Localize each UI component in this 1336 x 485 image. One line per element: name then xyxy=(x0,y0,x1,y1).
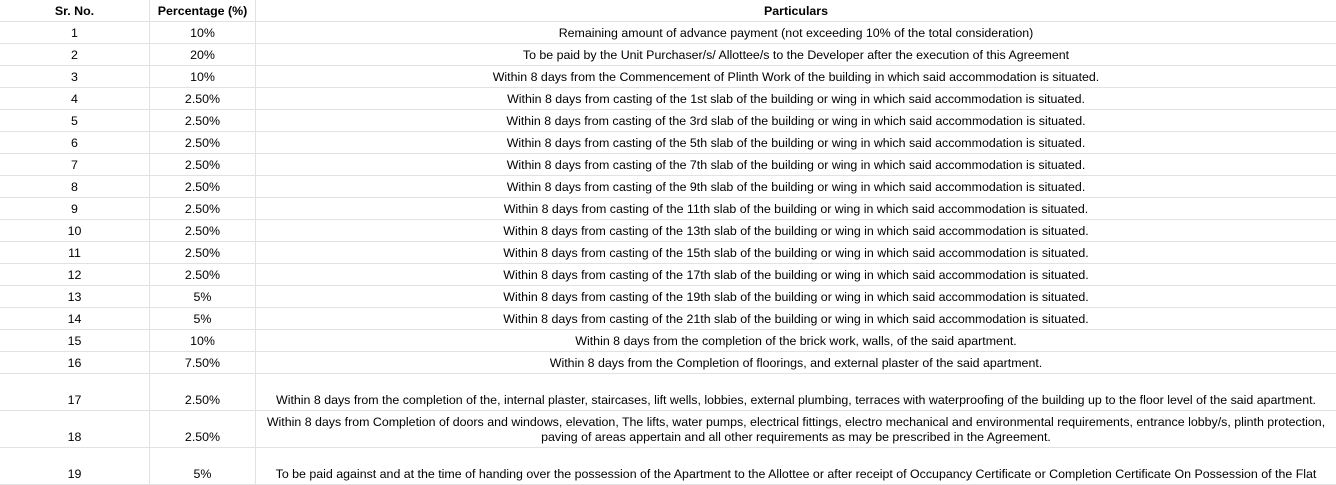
percentage-cell: 2.50% xyxy=(150,411,256,448)
header-sr-no: Sr. No. xyxy=(0,0,150,22)
table-row xyxy=(0,22,1336,44)
particulars-cell: Within 8 days from casting of the 5th slab of the building or wing in which said accommodation is situated. xyxy=(256,132,1336,154)
table-row xyxy=(0,308,1336,330)
sr-no-cell: 9 xyxy=(0,198,150,220)
particulars-cell: Within 8 days from the completion of the, internal plaster, staircases, lift wells, lobbies, external plumbing, terraces with waterproofing of the building up to the floor level of the said apartment. xyxy=(256,374,1336,411)
sr-no-cell: 10 xyxy=(0,220,150,242)
percentage-cell: 2.50% xyxy=(150,264,256,286)
sr-no-cell: 2 xyxy=(0,44,150,66)
table-row xyxy=(0,88,1336,110)
percentage-cell: 2.50% xyxy=(150,198,256,220)
sr-no-cell: 19 xyxy=(0,448,150,485)
particulars-cell: To be paid by the Unit Purchaser/s/ Allottee/s to the Developer after the execution of this Agreement xyxy=(256,44,1336,66)
percentage-cell: 2.50% xyxy=(150,132,256,154)
percentage-cell: 5% xyxy=(150,286,256,308)
percentage-cell: 2.50% xyxy=(150,176,256,198)
particulars-cell: Within 8 days from casting of the 1st slab of the building or wing in which said accommodation is situated. xyxy=(256,88,1336,110)
sr-no-cell: 5 xyxy=(0,110,150,132)
particulars-cell: Within 8 days from casting of the 9th slab of the building or wing in which said accommodation is situated. xyxy=(256,176,1336,198)
header-row xyxy=(0,0,1336,22)
particulars-cell: Within 8 days from casting of the 7th slab of the building or wing in which said accommodation is situated. xyxy=(256,154,1336,176)
table-row xyxy=(0,352,1336,374)
percentage-cell: 5% xyxy=(150,308,256,330)
sr-no-cell: 6 xyxy=(0,132,150,154)
table-row xyxy=(0,44,1336,66)
sr-no-cell: 4 xyxy=(0,88,150,110)
sr-no-cell: 18 xyxy=(0,411,150,448)
table-row xyxy=(0,242,1336,264)
particulars-cell: Within 8 days from casting of the 15th slab of the building or wing in which said accommodation is situated. xyxy=(256,242,1336,264)
percentage-cell: 5% xyxy=(150,448,256,485)
sr-no-cell: 15 xyxy=(0,330,150,352)
percentage-cell: 7.50% xyxy=(150,352,256,374)
particulars-cell: Remaining amount of advance payment (not exceeding 10% of the total consideration) xyxy=(256,22,1336,44)
particulars-cell: Within 8 days from casting of the 11th slab of the building or wing in which said accommodation is situated. xyxy=(256,198,1336,220)
header-particulars: Particulars xyxy=(256,0,1336,22)
sr-no-cell: 13 xyxy=(0,286,150,308)
table-row xyxy=(0,66,1336,88)
percentage-cell: 2.50% xyxy=(150,242,256,264)
sr-no-cell: 12 xyxy=(0,264,150,286)
particulars-cell: Within 8 days from casting of the 21th slab of the building or wing in which said accommodation is situated. xyxy=(256,308,1336,330)
table-row xyxy=(0,264,1336,286)
percentage-cell: 10% xyxy=(150,330,256,352)
particulars-cell: Within 8 days from casting of the 3rd slab of the building or wing in which said accommodation is situated. xyxy=(256,110,1336,132)
percentage-cell: 10% xyxy=(150,22,256,44)
table-row xyxy=(0,198,1336,220)
percentage-cell: 2.50% xyxy=(150,88,256,110)
particulars-cell: To be paid against and at the time of handing over the possession of the Apartment to the Allottee or after receipt of Occupancy Certificate or Completion Certificate On Possession of the Flat xyxy=(256,448,1336,485)
percentage-cell: 20% xyxy=(150,44,256,66)
sr-no-cell: 11 xyxy=(0,242,150,264)
percentage-cell: 2.50% xyxy=(150,374,256,411)
sr-no-cell: 3 xyxy=(0,66,150,88)
sr-no-cell: 8 xyxy=(0,176,150,198)
table-row xyxy=(0,220,1336,242)
particulars-cell: Within 8 days from Completion of doors and windows, elevation, The lifts, water pumps, electrical fittings, electro mechanical and environmental requirements, entrance lobby/s, plinth protection, paving of areas appertain and all other requirements as may be prescribed in the Agreement. xyxy=(256,411,1336,448)
table-row xyxy=(0,132,1336,154)
percentage-cell: 2.50% xyxy=(150,220,256,242)
percentage-cell: 2.50% xyxy=(150,110,256,132)
table-row xyxy=(0,411,1336,448)
table-row xyxy=(0,374,1336,411)
percentage-cell: 10% xyxy=(150,66,256,88)
sr-no-cell: 16 xyxy=(0,352,150,374)
table-row xyxy=(0,154,1336,176)
table-row xyxy=(0,176,1336,198)
sr-no-cell: 14 xyxy=(0,308,150,330)
particulars-cell: Within 8 days from the completion of the brick work, walls, of the said apartment. xyxy=(256,330,1336,352)
table-row xyxy=(0,448,1336,485)
particulars-cell: Within 8 days from casting of the 13th slab of the building or wing in which said accommodation is situated. xyxy=(256,220,1336,242)
particulars-cell: Within 8 days from casting of the 17th slab of the building or wing in which said accommodation is situated. xyxy=(256,264,1336,286)
percentage-cell: 2.50% xyxy=(150,154,256,176)
sr-no-cell: 17 xyxy=(0,374,150,411)
sr-no-cell: 1 xyxy=(0,22,150,44)
table-row xyxy=(0,330,1336,352)
sr-no-cell: 7 xyxy=(0,154,150,176)
particulars-cell: Within 8 days from the Commencement of Plinth Work of the building in which said accommodation is situated. xyxy=(256,66,1336,88)
particulars-cell: Within 8 days from the Completion of floorings, and external plaster of the said apartment. xyxy=(256,352,1336,374)
table-row xyxy=(0,110,1336,132)
header-percentage: Percentage (%) xyxy=(150,0,256,22)
table-row xyxy=(0,286,1336,308)
particulars-cell: Within 8 days from casting of the 19th slab of the building or wing in which said accommodation is situated. xyxy=(256,286,1336,308)
table-body xyxy=(0,22,1336,485)
